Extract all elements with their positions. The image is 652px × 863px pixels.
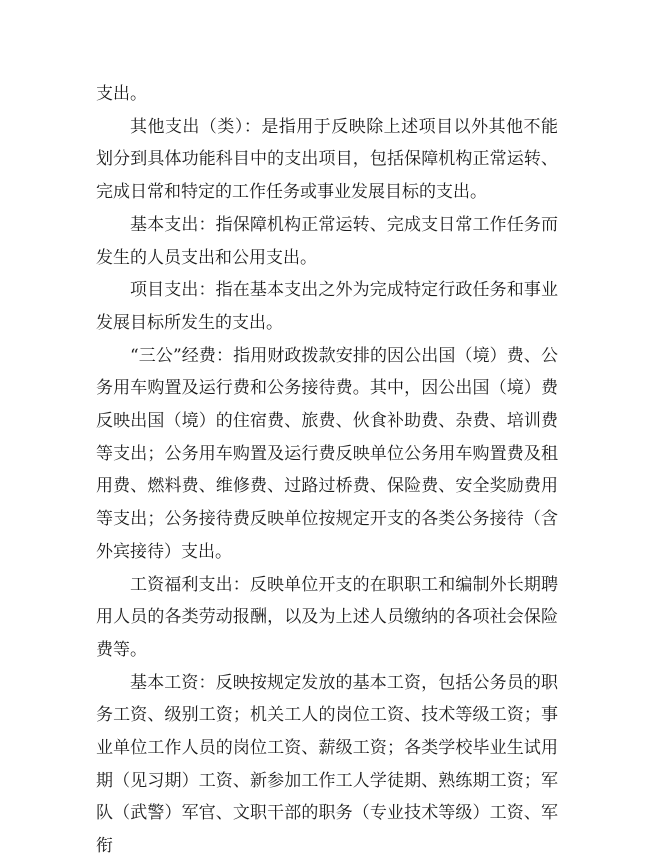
paragraph-basic-wage: 基本工资：反映按规定发放的基本工资，包括公务员的职务工资、级别工资；机关工人的岗位工资、技术等级工资；事业单位工作人员的岗位工资、薪级工资；各类学校毕业生试用期（见习期）工资、新参加工作工人学徒期、熟练期工资；军队（武警）军官、文职干部的职务（专业技术等级）工资、军衔 bbox=[96, 672, 558, 857]
paragraph-continuation: 支出。 bbox=[96, 84, 147, 104]
paragraph-other-expenditure: 其他支出（类）：是指用于反映除上述项目以外其他不能划分到具体功能科目中的支出项目，包括保障机构正常运转、完成日常和特定的工作任务或事业发展目标的支出。 bbox=[96, 116, 558, 203]
paragraph-wage-welfare: 工资福利支出：反映单位开支的在职职工和编制外长期聘用人员的各类劳动报酬，以及为上述人员缴纳的各项社会保险费等。 bbox=[96, 574, 558, 660]
paragraph-three-public-funds: “三公”经费：指用财政拨款安排的因公出国（境）费、公务用车购置及运行费和公务接待费。其中，因公出国（境）费反映出国（境）的住宿费、旅费、伙食补助费、杂费、培训费等支出；公务用车购置及运行费反映单位公务用车购置费及租用费、燃料费、维修费、过路过桥费、保险费、安全奖励费用等支出；公务接待费反映单位按规定开支的各类公务接待（含外宾接待）支出。 bbox=[96, 345, 558, 562]
paragraph-basic-expenditure: 基本支出：指保障机构正常运转、完成支日常工作任务而发生的人员支出和公用支出。 bbox=[96, 214, 558, 268]
body-text bbox=[96, 78, 558, 863]
paragraph-project-expenditure: 项目支出：指在基本支出之外为完成特定行政任务和事业发展目标所发生的支出。 bbox=[96, 280, 558, 333]
